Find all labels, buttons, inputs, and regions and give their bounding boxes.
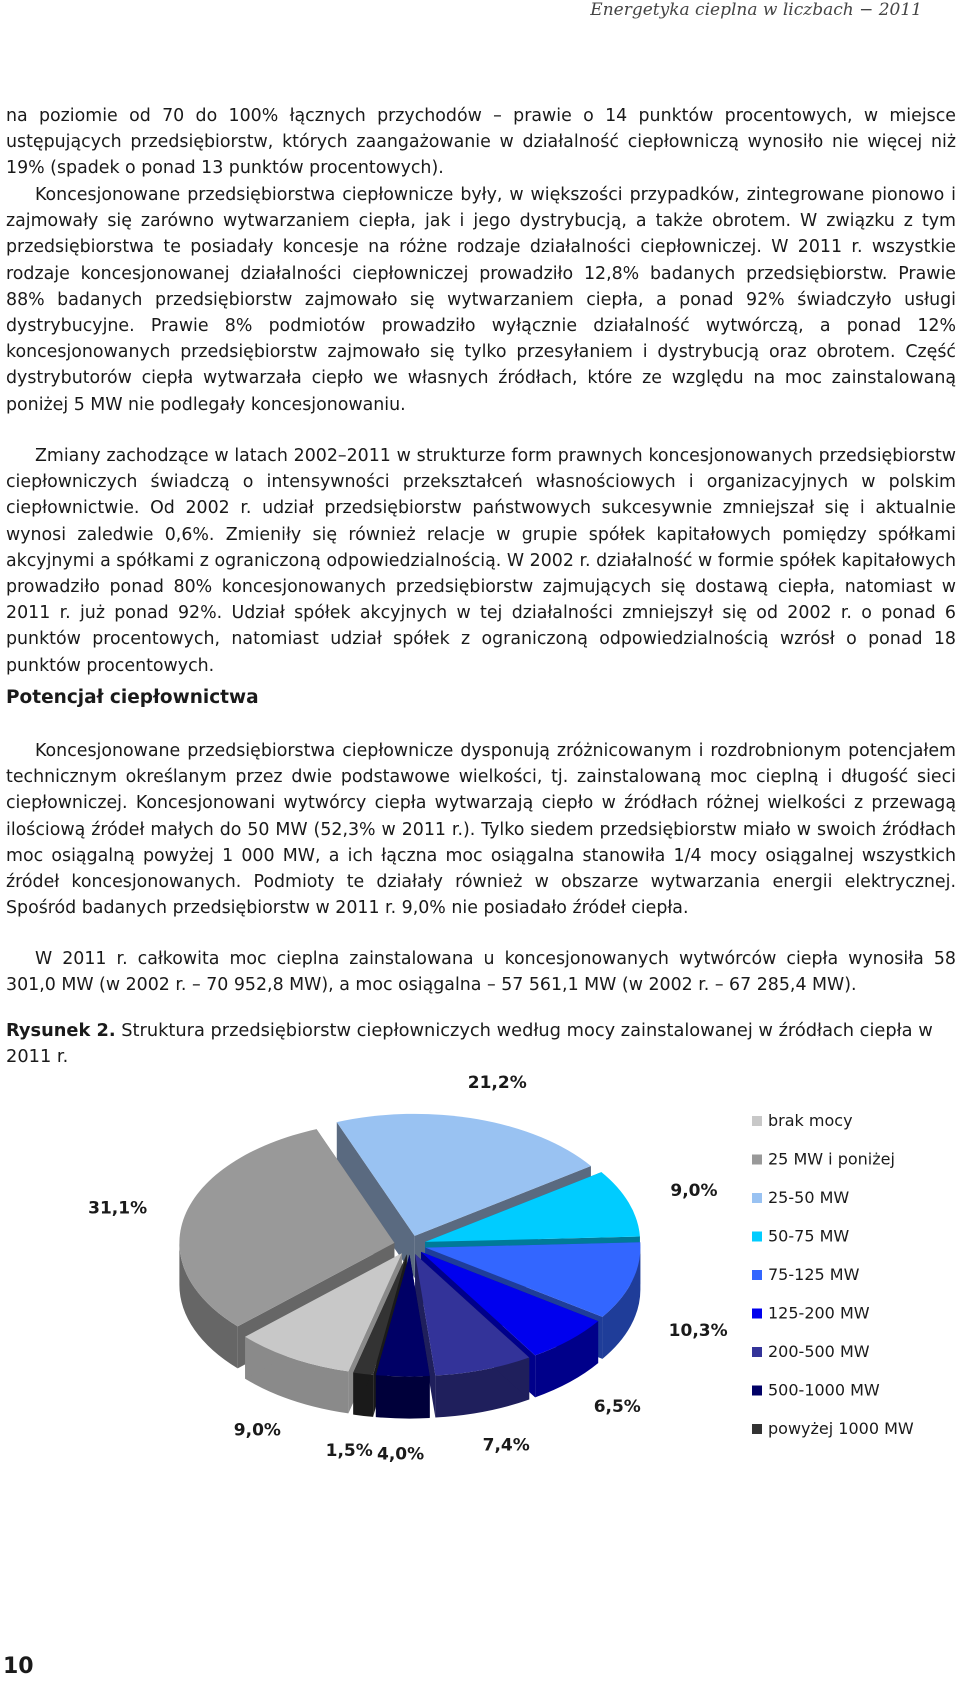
pie-slices — [179, 1114, 640, 1419]
paragraph: W 2011 r. całkowita moc cieplna zainstalowana u koncesjonowanych wytwórców ciepła wynosiła 58 301,0 MW (w 2002 r. – 70 952,8 MW), a moc osiągalna – 57 561,1 MW (w 2002 r. – 67 285,4 MW). — [6, 949, 956, 996]
figure-label: Rysunek 2. — [6, 1020, 116, 1041]
legend-item — [752, 1111, 853, 1130]
data-label: 4,0% — [377, 1444, 425, 1465]
data-label: 6,5% — [593, 1397, 641, 1418]
legend-label: 25 MW i poniżej — [768, 1149, 895, 1169]
paragraph: na poziomie od 70 do 100% łącznych przychodów – prawie o 14 punktów procentowych, w miejsce ustępujących przedsiębiorstw, których zaangażowanie w działalność ciepłowniczą wynosiło nie więcej niż 19% (spadek o ponad 13 punktów procentowych). — [6, 106, 956, 179]
legend-item — [752, 1381, 880, 1400]
data-label: 31,1% — [88, 1198, 148, 1219]
legend-label: 50-75 MW — [768, 1226, 850, 1246]
legend-label: 500-1000 MW — [768, 1380, 880, 1400]
legend-swatch — [752, 1347, 762, 1357]
legend-item — [752, 1304, 870, 1323]
legend-item — [752, 1419, 914, 1438]
data-label: 9,0% — [670, 1181, 718, 1202]
data-label: 1,5% — [325, 1440, 373, 1461]
legend-label: 75-125 MW — [768, 1265, 860, 1284]
data-label: 10,3% — [668, 1320, 728, 1341]
legend-swatch — [752, 1309, 762, 1319]
data-label: 9,0% — [233, 1420, 281, 1441]
legend-label: brak mocy — [768, 1111, 853, 1130]
legend-item — [752, 1188, 849, 1207]
legend-swatch — [752, 1424, 762, 1434]
legend-swatch — [752, 1116, 762, 1126]
running-header: Energetyka cieplna w liczbach − 2011 — [590, 0, 922, 20]
legend-item — [752, 1150, 895, 1169]
legend-item — [752, 1342, 870, 1361]
legend-swatch — [752, 1155, 762, 1165]
pie-chart — [0, 1072, 960, 1465]
legend-swatch — [752, 1193, 762, 1203]
page-number: 10 — [3, 1654, 34, 1679]
legend-item — [752, 1227, 849, 1246]
legend-label: 25-50 MW — [768, 1188, 850, 1207]
legend-label: powyżej 1000 MW — [768, 1419, 914, 1438]
paragraph: Koncesjonowane przedsiębiorstwa ciepłownicze były, w większości przypadków, zintegrowane pionowo i zajmowały się zarówno wytwarzaniem ciepła, jak i jego dystrybucją, a także obrotem. W związku z tym przedsiębiorstwa te posiadały koncesje na różne rodzaje działalności ciepłowniczej. W 2011 r. wszystkie rodzaje koncesjonowanej działalności ciepłowniczej prowadziło 12,8% badanych przedsiębiorstw. Prawie 88% badanych przedsiębiorstw zajmowało się wytwarzaniem ciepła, a ponad 92% świadczyło usługi dystrybucyjne. Prawie 8% podmiotów prowadziło wyłącznie działalność wytwórczą, a ponad 12% koncesjonowanych przedsiębiorstw zajmowało się tylko przesyłaniem i dystrybucją oraz obrotem. Część dystrybutorów ciepła wytwarzała ciepło we własnych źródłach, które ze względu na moc zainstalowaną poniżej 5 MW nie podlegały koncesjonowaniu. — [6, 185, 956, 415]
legend-item — [752, 1265, 860, 1284]
paragraph: Koncesjonowane przedsiębiorstwa ciepłownicze dysponują zróżnicowanym i rozdrobnionym potencjałem technicznym określanym przez dwie podstawowe wielkości, tj. zainstalowaną moc cieplną i długość sieci ciepłowniczej. Koncesjonowani wytwórcy ciepła wytwarzają ciepło w źródłach różnej wielkości z przewagą ilościową źródeł małych do 50 MW (52,3% w 2011 r.). Tylko siedem przedsiębiorstw miało w swoich źródłach moc osiągalną powyżej 1 000 MW, a ich łączna moc osiągalna stanowiła 1/4 mocy osiągalnej wszystkich źródeł koncesjonowanych. Podmioty te działały również w obszarze wytwarzania energii elektrycznej. Spośród badanych przedsiębiorstw w 2011 r. 9,0% nie posiadało źródeł ciepła. — [6, 741, 956, 919]
data-label: 7,4% — [482, 1435, 530, 1456]
legend-label: 200-500 MW — [768, 1342, 870, 1361]
chart-legend — [752, 1111, 914, 1438]
legend-swatch — [752, 1270, 762, 1280]
figure-caption — [6, 1018, 956, 1070]
legend-label: 125-200 MW — [768, 1303, 870, 1323]
section-title: Potencjał ciepłownictwa — [6, 687, 259, 708]
paragraph: Zmiany zachodzące w latach 2002–2011 w strukturze form prawnych koncesjonowanych przedsiębiorstw ciepłowniczych świadczą o intensywności przekształceń własnościowych i organizacyjnych w polskim ciepłownictwie. Od 2002 r. udział przedsiębiorstw państwowych sukcesywnie zmniejszał się i aktualnie wynosi zaledwie 0,6%. Zmieniły się również relacje w grupie spółek kapitałowych pomiędzy spółkami akcyjnymi a spółkami z ograniczoną odpowiedzialnością. W 2002 r. działalność w formie spółek kapitałowych prowadziło ponad 80% koncesjonowanych przedsiębiorstw zajmujących się dostawą ciepła, natomiast w 2011 r. już ponad 92%. Udział spółek akcyjnych w tej działalności zmniejszył się od 2002 r. o ponad 6 punktów procentowych, natomiast udział spółek z ograniczoną odpowiedzialnością wzrósł o ponad 18 punktów procentowych. — [6, 446, 956, 676]
legend-swatch — [752, 1386, 762, 1396]
data-label: 21,2% — [467, 1072, 527, 1093]
figure-caption-text: Struktura przedsiębiorstw ciepłowniczych według mocy zainstalowanej w źródłach ciepła w 2011 r. — [6, 1020, 933, 1067]
legend-swatch — [752, 1232, 762, 1242]
